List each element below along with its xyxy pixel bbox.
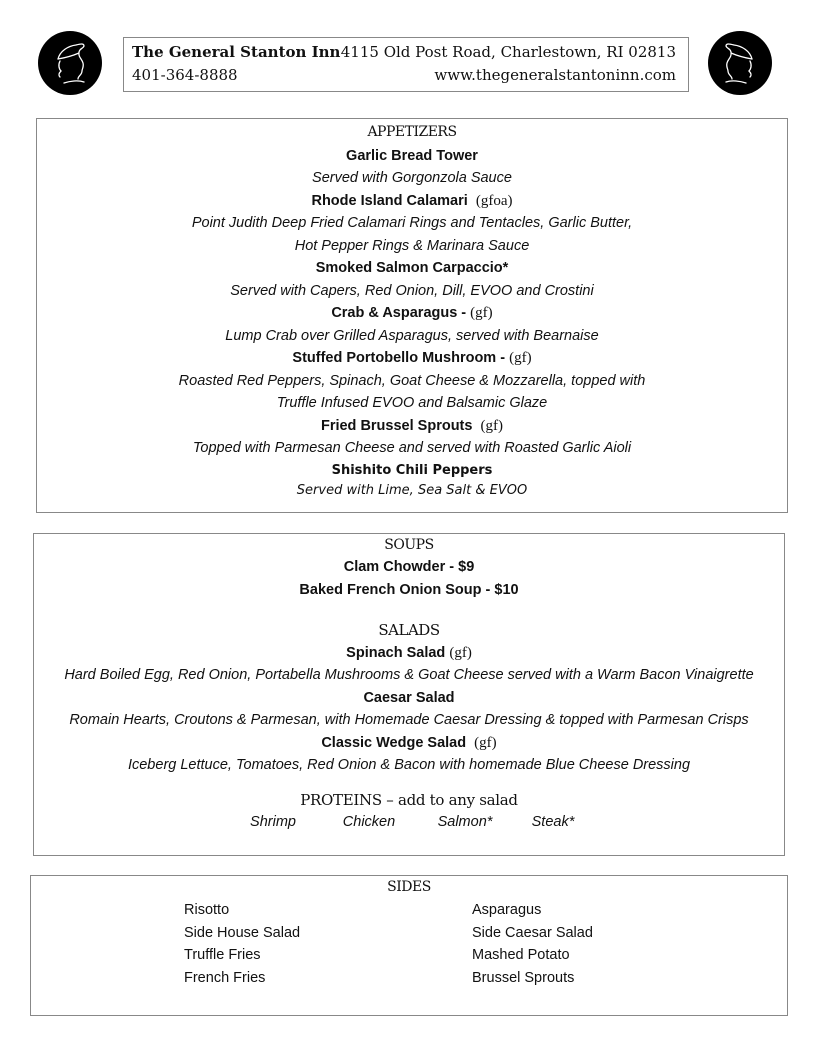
diet-tag: (gf) — [509, 350, 532, 366]
side-item: French Fries — [184, 969, 266, 986]
menu-item-desc: Lump Crab over Grilled Asparagus, served with Bearnaise — [225, 327, 599, 344]
menu-item-desc: Hard Boiled Egg, Red Onion, Portabella Mushrooms & Goat Cheese served with a Warm Bacon Vinaigrette — [64, 667, 754, 683]
menu-item-name: Smoked Salmon Carpaccio* — [315, 260, 509, 276]
proteins-list — [34, 811, 784, 834]
soups-salads-section — [33, 533, 785, 856]
protein-option: Salmon* — [437, 814, 493, 830]
menu-item-desc: Point Judith Deep Fried Calamari Rings and Tentacles, Garlic Butter, — [191, 215, 633, 231]
colonial-profile-icon — [38, 31, 102, 95]
menu-item-name: Classic Wedge Salad (gf) — [321, 734, 497, 751]
appetizers-section — [36, 118, 788, 513]
menu-item-name: Fried Brussel Sprouts (gf) — [320, 417, 504, 434]
diet-tag: (gf) — [449, 644, 472, 661]
menu-item-desc: Hot Pepper Rings & Marinara Sauce — [294, 237, 530, 254]
menu-item-desc: Topped with Parmesan Cheese and served with Roasted Garlic Aioli — [192, 440, 632, 456]
side-item: Mashed Potato — [472, 947, 570, 963]
sides-list — [184, 899, 654, 989]
proteins-title: PROTEINS – add to any salad — [300, 790, 518, 809]
protein-option: Shrimp — [250, 814, 296, 830]
menu-item-name: Stuffed Portobello Mushroom - (gf) — [292, 350, 532, 366]
menu-item-desc: Truffle Infused EVOO and Balsamic Glaze — [276, 395, 548, 411]
menu-item-name: Rhode Island Calamari (gfoa) — [311, 192, 513, 209]
section-title: APPETIZERS — [367, 124, 457, 140]
menu-item-name: Caesar Salad — [363, 689, 455, 706]
header-info-box — [123, 37, 689, 92]
soup-item: Baked French Onion Soup - $10 — [299, 581, 519, 598]
section-title: SALADS — [378, 621, 440, 639]
menu-item-desc: Served with Gorgonzola Sauce — [312, 170, 512, 186]
diet-tag: (gf) — [474, 734, 497, 751]
section-title: SIDES — [387, 879, 431, 895]
menu-item-name: Spinach Salad (gf) — [346, 644, 472, 661]
menu-item-name: Garlic Bread Tower — [346, 147, 478, 164]
section-title: SOUPS — [384, 537, 434, 553]
colonial-profile-icon — [708, 31, 772, 95]
menu-item-desc: Romain Hearts, Croutons & Parmesan, with Homemade Caesar Dressing & topped with Parmesan Crisps — [69, 712, 749, 728]
sides-section — [30, 875, 788, 1016]
menu-item-desc: Served with Lime, Sea Salt & EVOO — [296, 482, 528, 498]
diet-tag: (gfoa) — [475, 192, 513, 209]
side-item: Truffle Fries — [184, 947, 261, 963]
side-item: Side House Salad — [184, 924, 301, 941]
diet-tag: (gf) — [480, 417, 504, 434]
restaurant-name: The General Stanton Inn — [132, 43, 341, 61]
side-item: Risotto — [184, 902, 230, 918]
menu-item-name: Crab & Asparagus - (gf) — [331, 305, 493, 321]
menu-item-name: Shishito Chili Peppers — [331, 462, 493, 478]
restaurant-website[interactable]: www.thegeneralstantoninn.com — [434, 66, 676, 84]
diet-tag: (gf) — [470, 305, 493, 321]
protein-option: Steak* — [531, 814, 575, 830]
protein-option: Chicken — [342, 814, 396, 830]
menu-item-desc: Roasted Red Peppers, Spinach, Goat Cheese & Mozzarella, topped with — [178, 372, 646, 389]
side-item: Side Caesar Salad — [472, 924, 593, 941]
side-item: Asparagus — [472, 902, 542, 918]
menu-item-desc: Iceberg Lettuce, Tomatoes, Red Onion & Bacon with homemade Blue Cheese Dressing — [127, 757, 691, 773]
side-item: Brussel Sprouts — [472, 969, 575, 986]
soup-item: Clam Chowder - $9 — [343, 559, 475, 575]
menu-item-desc: Served with Capers, Red Onion, Dill, EVOO and Crostini — [230, 282, 594, 299]
restaurant-address: 4115 Old Post Road, Charlestown, RI 02813 — [340, 43, 676, 61]
restaurant-phone[interactable]: 401-364-8888 — [132, 66, 238, 84]
